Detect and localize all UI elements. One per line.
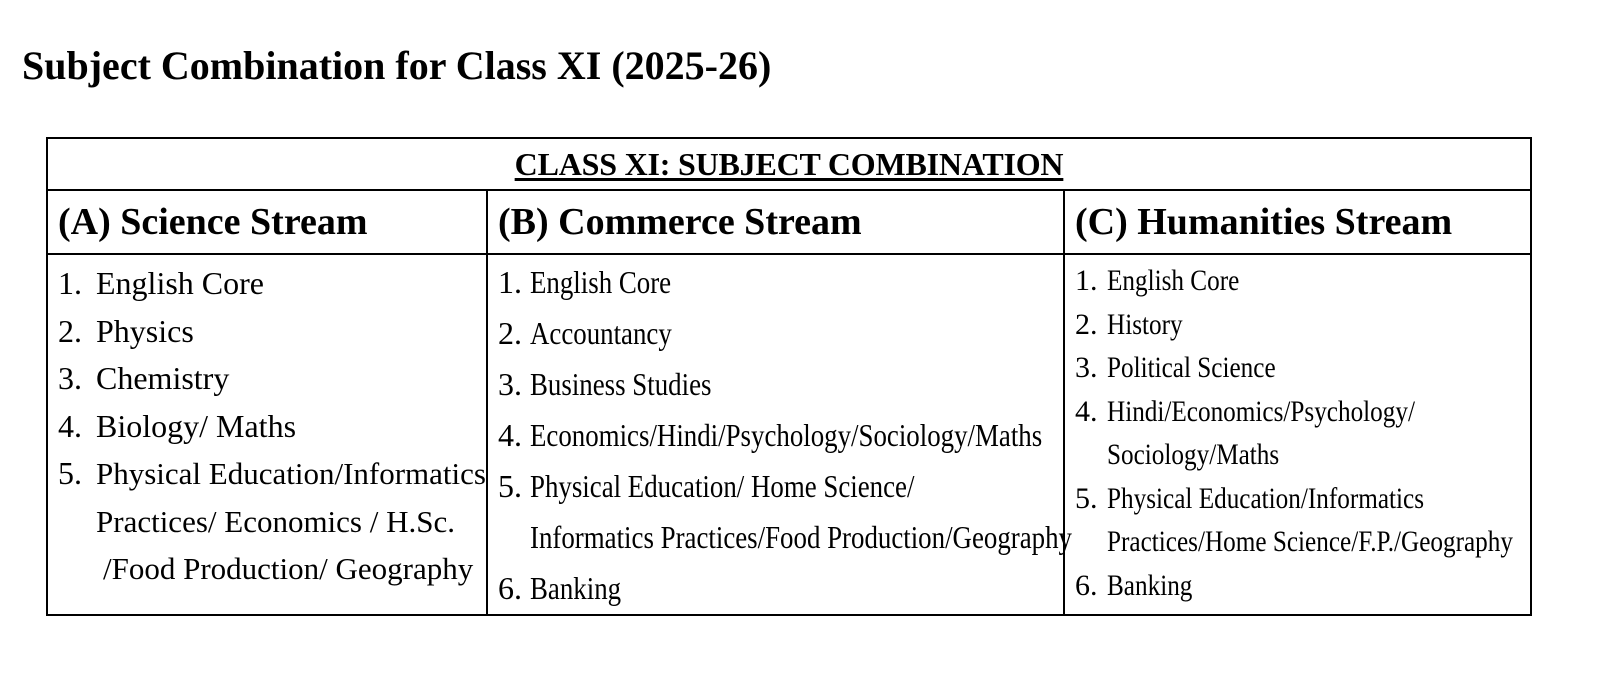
subject-number: 5.	[58, 455, 82, 491]
subject-item	[58, 450, 486, 593]
subject-number: 4.	[498, 417, 522, 453]
humanities-subjects-cell	[1064, 254, 1531, 615]
subject-name-line: Accountancy	[530, 315, 672, 351]
subject-number: 6.	[1075, 568, 1098, 602]
subject-name	[1107, 303, 1462, 347]
subject-item	[1075, 564, 1530, 608]
subject-name	[1107, 346, 1462, 390]
subject-item	[1075, 303, 1530, 347]
table-caption: CLASS XI: SUBJECT COMBINATION	[514, 145, 1064, 182]
subject-name-line: Banking	[1107, 568, 1193, 602]
subject-number: 2.	[58, 312, 82, 349]
subject-name	[96, 260, 486, 308]
subject-name	[530, 461, 1072, 563]
table-caption-row	[47, 138, 1531, 190]
subject-name-line: Biology/ Maths	[96, 407, 297, 444]
subject-name-line: Political Science	[1107, 351, 1276, 384]
subject-name	[530, 563, 978, 614]
science-subject-list	[58, 255, 486, 593]
subjects-row	[47, 254, 1531, 615]
subject-name-line: Physical Education/ Home Science/	[530, 468, 915, 504]
humanities-subject-list	[1075, 255, 1530, 607]
subject-item	[1075, 346, 1530, 390]
subject-item	[498, 359, 1063, 410]
subject-item	[58, 355, 486, 403]
subject-name	[530, 410, 1042, 461]
subject-name-line: Informatics Practices/Food Production/Geography	[530, 519, 1072, 555]
subject-name	[1107, 390, 1462, 477]
subject-item	[498, 308, 1063, 359]
stream-header-row	[47, 190, 1531, 254]
subject-item	[498, 410, 1063, 461]
subject-name-line: English Core	[530, 264, 672, 300]
table-caption-cell	[47, 138, 1531, 190]
subject-name	[96, 450, 486, 593]
subject-name-line: Physical Education/Informatics	[96, 456, 486, 491]
subject-item	[58, 308, 486, 356]
subject-name	[530, 359, 978, 410]
subject-number: 5.	[498, 468, 522, 504]
subject-name-line: History	[1107, 307, 1183, 341]
subject-name	[530, 308, 978, 359]
subject-item	[58, 403, 486, 451]
science-stream-heading: (A) Science Stream	[47, 190, 487, 254]
subject-name-line: Business Studies	[530, 366, 712, 402]
subject-number: 4.	[1075, 394, 1098, 428]
subject-number: 1.	[498, 264, 522, 300]
subject-name	[530, 257, 978, 308]
subject-name-line: English Core	[96, 265, 264, 301]
subject-name-line: Practices/ Economics / H.Sc.	[96, 503, 455, 539]
page-title: Subject Combination for Class XI (2025-26)	[22, 43, 772, 88]
subject-name	[1107, 564, 1462, 608]
subject-name	[96, 308, 486, 356]
subject-name-line: /Food Production/ Geography	[103, 551, 474, 586]
subject-number: 2.	[498, 315, 522, 351]
subject-name-line: Chemistry	[96, 360, 230, 396]
subject-number: 5.	[1075, 481, 1098, 515]
subject-number: 3.	[1075, 351, 1098, 384]
subject-item	[498, 257, 1063, 308]
subject-item	[1075, 390, 1530, 477]
subject-name	[96, 355, 486, 403]
subject-item	[498, 461, 1072, 563]
subject-item	[1075, 477, 1530, 564]
subject-name-line: Hindi/Economics/Psychology/	[1107, 394, 1415, 428]
humanities-stream-heading: (C) Humanities Stream	[1064, 190, 1531, 254]
subject-name	[96, 403, 486, 451]
subject-name	[1107, 477, 1513, 564]
subject-name-line: Banking	[530, 570, 622, 606]
subject-number: 1.	[58, 265, 82, 301]
commerce-subject-list	[498, 255, 1072, 614]
subject-item	[58, 260, 486, 308]
subject-name-line: Economics/Hindi/Psychology/Sociology/Maths	[530, 417, 1043, 453]
subject-name-line: English Core	[1107, 264, 1240, 297]
subject-number: 6.	[498, 570, 522, 606]
subject-name-line: Sociology/Maths	[1107, 438, 1280, 471]
subject-number: 1.	[1075, 264, 1098, 297]
subject-number: 3.	[498, 366, 522, 402]
commerce-subjects-cell	[487, 254, 1072, 615]
subject-name	[1107, 259, 1462, 303]
subject-number: 2.	[1075, 307, 1098, 341]
subject-name-line: Physical Education/Informatics	[1107, 481, 1425, 515]
subject-number: 4.	[58, 407, 82, 444]
science-subjects-cell	[47, 254, 487, 615]
subject-item	[498, 563, 1063, 614]
subject-name-line: Physics	[96, 312, 194, 349]
subject-item	[1075, 259, 1530, 303]
subject-name-line: Practices/Home Science/F.P./Geography	[1107, 525, 1513, 558]
commerce-stream-heading: (B) Commerce Stream	[487, 190, 1064, 254]
subject-number: 3.	[58, 360, 82, 396]
subject-combination-table	[46, 137, 1532, 616]
